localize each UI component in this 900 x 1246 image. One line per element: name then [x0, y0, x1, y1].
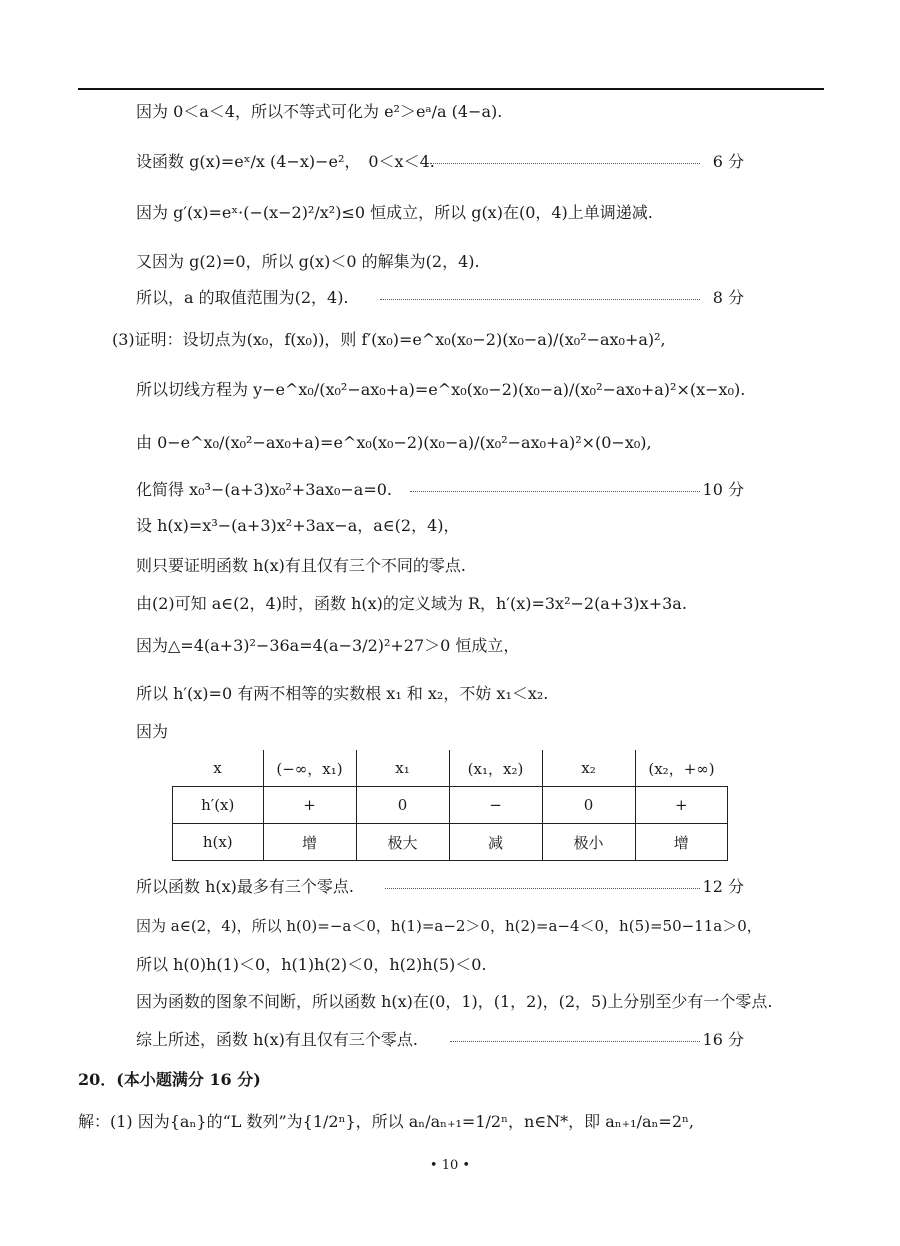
line-1: 因为 0＜a＜4，所以不等式可化为 e²＞eᵃ/a (4−a). — [136, 102, 503, 121]
table-cell: 极小 — [542, 824, 635, 861]
table-cell: (x₁，x₂) — [449, 750, 542, 787]
table-cell: + — [263, 787, 356, 824]
table-cell: 减 — [449, 824, 542, 861]
line-14: 所以 h′(x)=0 有两不相等的实数根 x₁ 和 x₂，不妨 x₁＜x₂. — [136, 684, 549, 703]
page-number: • 10 • — [429, 1158, 471, 1173]
line-5: 所以，a 的取值范围为(2，4). — [136, 288, 349, 307]
line-16: 所以函数 h(x)最多有三个零点. — [136, 877, 354, 896]
table-cell: h(x) — [173, 824, 264, 861]
table-cell: 0 — [356, 787, 449, 824]
line-8: 由 0−e^x₀/(x₀²−ax₀+a)=e^x₀(x₀−2)(x₀−a)/(x₀²−ax₀+a)²×(0−x₀), — [136, 433, 652, 452]
score-12: 12 分 — [702, 877, 744, 896]
problem-20-heading: 20．(本小题满分 16 分) — [78, 1070, 261, 1089]
table-cell: − — [449, 787, 542, 824]
dot-leader — [450, 1041, 700, 1042]
line-18: 所以 h(0)h(1)＜0，h(1)h(2)＜0，h(2)h(5)＜0. — [136, 955, 487, 974]
table-cell: x₂ — [542, 750, 635, 787]
table-cell: 0 — [542, 787, 635, 824]
line-3: 因为 g′(x)=eˣ·(−(x−2)²/x²)≤0 恒成立，所以 g(x)在(0，4)上单调递减. — [136, 203, 653, 222]
score-16: 16 分 — [702, 1030, 744, 1049]
header-rule — [78, 88, 824, 90]
table-row — [173, 787, 728, 824]
dot-leader — [430, 163, 700, 164]
table-cell: (−∞，x₁) — [263, 750, 356, 787]
line-20: 综上所述，函数 h(x)有且仅有三个零点. — [136, 1030, 418, 1049]
score-8: 8 分 — [712, 288, 744, 307]
line-6: (3)证明：设切点为(x₀，f(x₀))，则 f′(x₀)=e^x₀(x₀−2)(x₀−a)/(x₀²−ax₀+a)², — [112, 330, 666, 349]
dot-leader — [410, 491, 700, 492]
table-cell: 增 — [635, 824, 728, 861]
line-19: 因为函数的图象不间断，所以函数 h(x)在(0，1)，(1，2)，(2，5)上分别至少有一个零点. — [136, 992, 773, 1011]
dot-leader — [385, 888, 700, 889]
line-13: 因为△=4(a+3)²−36a=4(a−3/2)²+27＞0 恒成立， — [136, 636, 520, 655]
table-cell: + — [635, 787, 728, 824]
line-17: 因为 a∈(2，4)，所以 h(0)=−a＜0，h(1)=a−2＞0，h(2)=a−4＜0，h(5)=50−11a＞0， — [136, 917, 762, 935]
line-2: 设函数 g(x)=eˣ/x (4−x)−e²， 0＜x＜4. — [136, 152, 435, 171]
table-cell: (x₂，+∞) — [635, 750, 728, 787]
table-cell: 极大 — [356, 824, 449, 861]
line-7: 所以切线方程为 y−e^x₀/(x₀²−ax₀+a)=e^x₀(x₀−2)(x₀−a)/(x₀²−ax₀+a)²×(x−x₀). — [136, 380, 746, 399]
line-22: 解：(1) 因为{aₙ}的“L 数列”为{1/2ⁿ}，所以 aₙ/aₙ₊₁=1/2ⁿ，n∈N*，即 aₙ₊₁/aₙ=2ⁿ, — [78, 1112, 695, 1131]
table-row — [173, 750, 728, 787]
variation-table — [172, 750, 728, 861]
line-9: 化简得 x₀³−(a+3)x₀²+3ax₀−a=0. — [136, 480, 392, 499]
score-10: 10 分 — [702, 480, 744, 499]
dot-leader — [380, 299, 700, 300]
table-row — [173, 824, 728, 861]
line-10: 设 h(x)=x³−(a+3)x²+3ax−a，a∈(2，4)， — [136, 516, 460, 535]
table-cell: 增 — [263, 824, 356, 861]
line-11: 则只要证明函数 h(x)有且仅有三个不同的零点. — [136, 556, 466, 575]
table-cell: h′(x) — [173, 787, 264, 824]
table-cell: x₁ — [356, 750, 449, 787]
line-4: 又因为 g(2)=0，所以 g(x)＜0 的解集为(2，4). — [136, 252, 480, 271]
score-6: 6 分 — [712, 152, 744, 171]
line-15: 因为 — [136, 722, 169, 741]
line-12: 由(2)可知 a∈(2，4)时，函数 h(x)的定义域为 R，h′(x)=3x²−2(a+3)x+3a. — [136, 594, 687, 613]
table-cell: x — [173, 750, 264, 787]
